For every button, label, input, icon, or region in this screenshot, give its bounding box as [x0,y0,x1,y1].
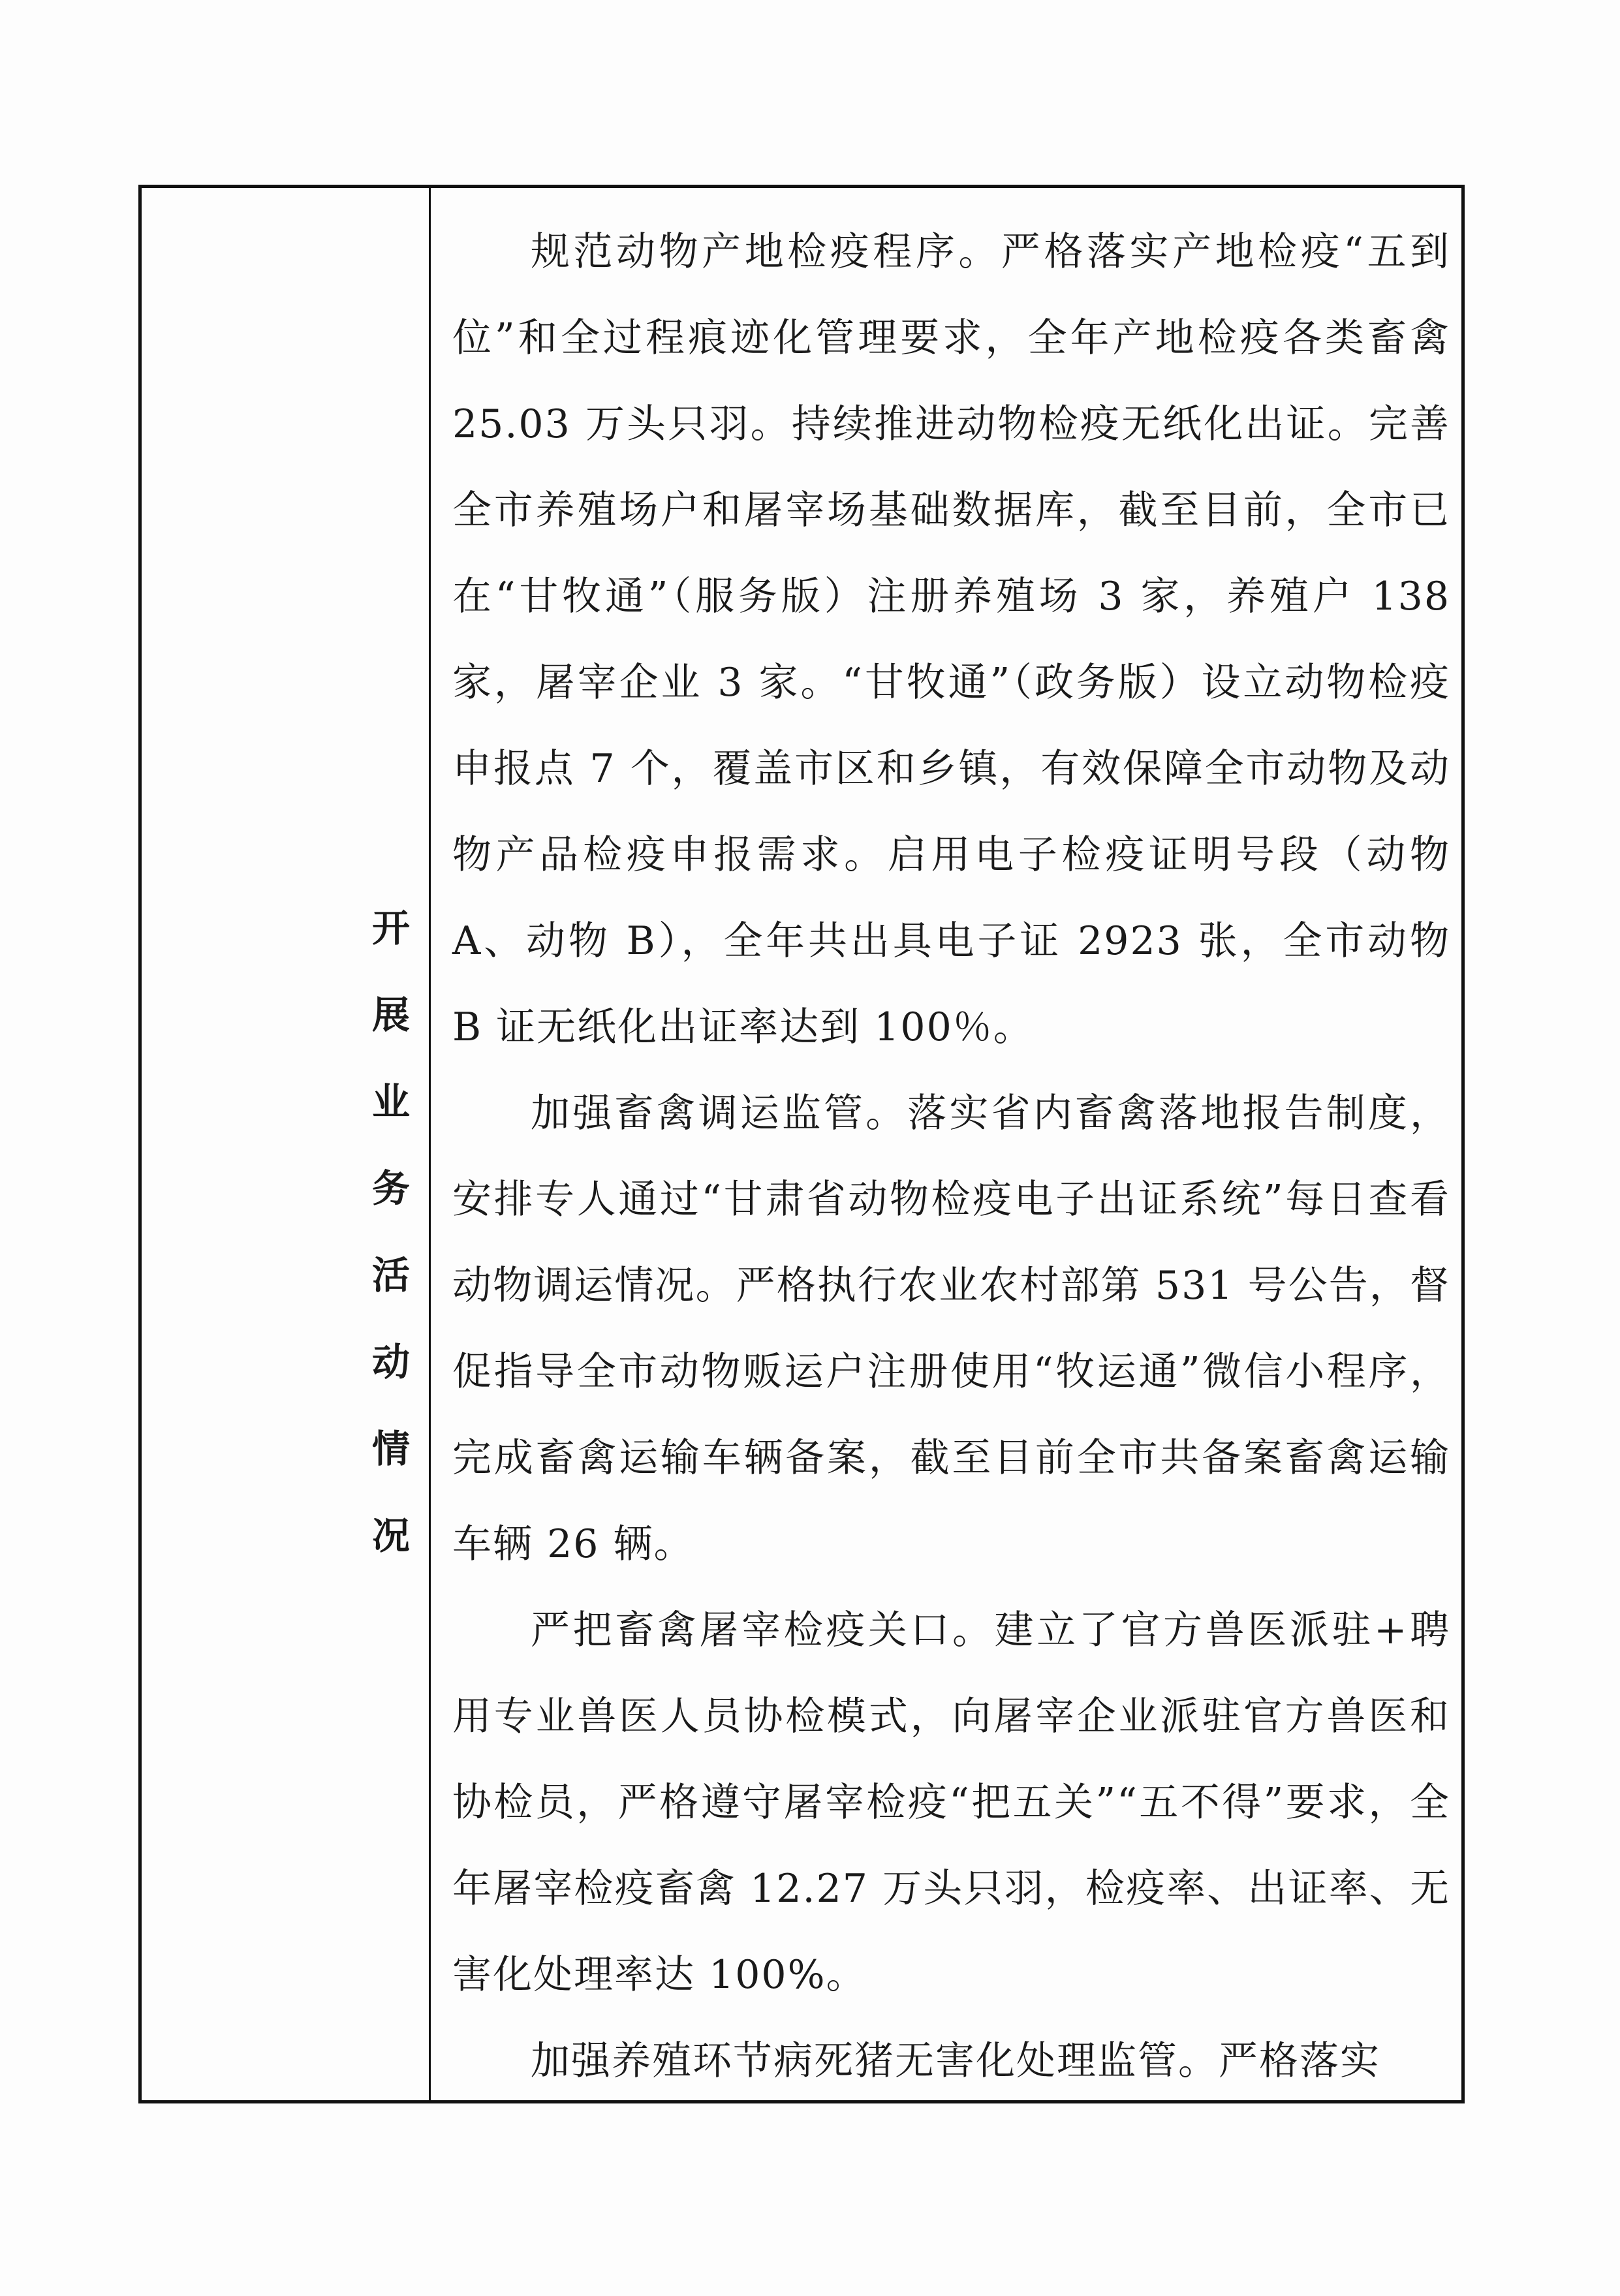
section-label-text: 开展业务活动情况 [366,908,410,1602]
report-table [138,185,1465,2103]
section-label-cell [142,188,431,2100]
paragraph-slaughter-quarantine: 严把畜禽屠宰检疫关口。建立了官方兽医派驻+聘用专业兽医人员协检模式，向屠宰企业派驻官方兽医和协检员，严格遵守屠宰检疫“把五关”“五不得”要求，全年屠宰检疫畜禽 12.27 万头只羽，检疫率、出证率、无害化处理率达 100%。 [452,1607,1450,1998]
section-content-cell [433,188,1465,2100]
paragraph-transport-supervision: 加强畜禽调运监管。落实省内畜禽落地报告制度，安排专人通过“甘肃省动物检疫电子出证系统”每日查看动物调运情况。严格执行农业农村部第 531 号公告，督促指导全市动物贩运户注册使用“牧运通”微信小程序，完成畜禽运输车辆备案，截至目前全市共备案畜禽运输车辆 26 辆。 [452,1091,1450,1567]
paragraph-dead-pig-disposal: 加强养殖环节病死猪无害化处理监管。严格落实 [531,2038,1380,2084]
paragraph-origin-quarantine: 规范动物产地检疫程序。严格落实产地检疫“五到位”和全过程痕迹化管理要求，全年产地检疫各类畜禽 25.03 万头只羽。持续推进动物检疫无纸化出证。完善全市养殖场户和屠宰场基础数据库，截至目前，全市已在“甘牧通”（服务版）注册养殖场 3 家，养殖户 138 家，屠宰企业 3 家。“甘牧通”（政务版）设立动物检疫申报点 7 个，覆盖市区和乡镇，有效保障全市动物及动物产品检疫申报需求。启用电子检疫证明号段（动物 A、动物 B），全年共出具电子证 2923 张，全市动物 B 证无纸化出证率达到 100％。 [452,229,1450,1050]
section-label [142,831,431,1679]
